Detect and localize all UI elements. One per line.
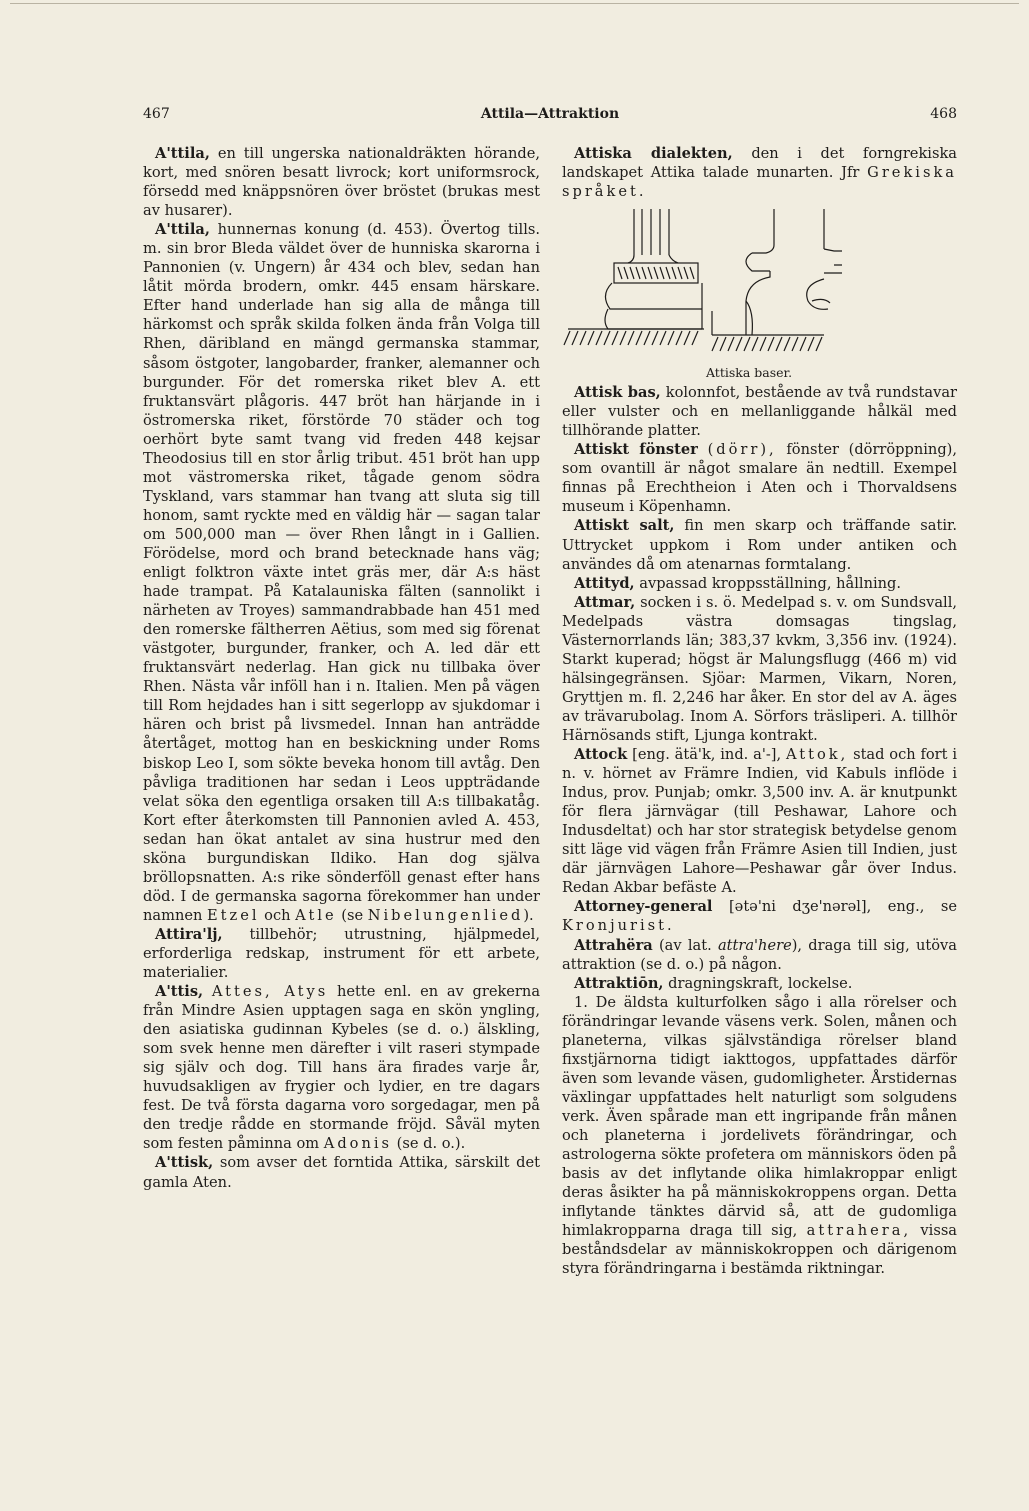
entry-text: ), draga till sig, utöva attraktion (se d. o.) på någon. <box>562 936 958 973</box>
entry-text: (se d. o.). <box>396 1135 466 1153</box>
pronunciation: [eng. ätä'k, ind. a'-], <box>632 746 782 764</box>
entry-text: (se <box>341 906 364 924</box>
entry-attila-king <box>143 220 540 925</box>
entry-text: fönster (dörröppning), som ovantill är något smalare än nedtill. Exempel finnas på Erechtheion i Aten och i Thorvaldsens museum i Köpenhamn. <box>562 441 958 516</box>
cross-reference: Adonis <box>323 1135 393 1153</box>
cross-reference: Nibelungenlied <box>367 906 524 924</box>
entry-attrahera <box>562 936 957 974</box>
entry-text: som avser det forntida Attika, särskilt det gamla Aten. <box>143 1154 540 1191</box>
entry-term: Attira'lj, <box>155 925 223 943</box>
entry-text: socken i s. ö. Medelpad s. v. om Sundsvall, Medelpads västra domsagas tingslag, Västernorrlands län; 383,37 kvkm, 3,356 inv. (1924). Starkt kuperad; högst är Malungsflugg (466 m) vid hälsingegränsen. Sjöar: Marmen, Vikarn, Noren, Gryttjen m. fl. 2,246 har åker. En stor del av A. äges av trävarubolag. Inom A. Sörfors träsliperi. A. tillhör Härnösands stift, Ljunga kontrakt. <box>562 593 958 744</box>
entry-term: Attityd, <box>574 574 635 592</box>
entry-term: Attisk bas, <box>574 384 661 402</box>
entry-term: Attiskt fönster <box>574 441 698 459</box>
entry-attisk-bas <box>562 383 957 440</box>
entry-text: stad och fort i n. v. hörnet av Främre Indien, vid Kabuls inflöde i Indus, prov. Punjab; omkr. 3,500 inv. A. är knutpunkt för flera järnvägar (till Peshawar, Lahore och Indusdeltat) och har stor strategisk betydelse genom sitt läge vid vägen från Främre Asien till Indien, just där järnvägen Lahore—Peshawar går över Indus. Redan Akbar befäste A. <box>562 746 958 897</box>
entry-text: hunnernas konung (d. 453). Övertog tills. m. sin bror Bleda väldet över de hunniska skarorna i Pannonien (v. Ungern) år 434 och blev, sedan han låtit mörda brodern, omkr. 445 ensam härskare. Efter hand underlade han sig alla de många till härkomst och språk skilda folken ända från Volga till Rhen, däribland en mängd germanska stammar, såsom östgoter, langobarder, franker, alemanner och burgunder. För det romerska riket blev A. ett fruktansvärt plågoris. 447 bröt han härjande in i östromerska riket, förstörde 70 städer och tog oerhört byte samt tvang vid freden 448 kejsar Theodosius till en stor årlig tribut. 451 bröt han upp mot västromerska riket, tågade genom södra Tyskland, vars stammar han tvang att sluta sig till honom, samt ryckte med en väldig här — sagan talar om 500,000 man — över Rhen långt in i Gallien. Förödelse, mord och brand betecknade hans väg; enligt folktron växte intet gräs mer, där A:s häst hade trampat. På Katalauniska fälten (sannolikt i närheten av Troyes) sammandrabbade han 451 med den romerske fältherren Aëtius, som med sig förenat västgoter, burgunder, franker, och A. led där ett fruktansvärt nederlag. Han gick nu tillbaka över Rhen. Nästa vår inföll han i n. Italien. Men på vägen till Rom hejdades han i sitt segerlopp av sjukdomar i hären och brist på livsmedel. Innan han anträdde återtåget, mottog han en beskickning under Roms biskop Leo I, som sökte beveka honom till avtåg. Den påvliga traditionen har sedan i Leos uppträdande velat söka den egentliga orsaken till A:s tillbakatåg. Kort efter återkomsten till Pannonien avled A. 453, sedan han ökat antalet av sina hustrur med den sköna burgundiskan Ildiko. Han dog själva bröllopsnatten. A:s rike sönderföll genast efter hans död. I de germanska sagorna förekommer han under namnen <box>143 221 540 924</box>
entry-text: och <box>264 906 291 924</box>
entry-attiskt-salt <box>562 516 957 573</box>
page-number-left: 467 <box>143 106 170 122</box>
entry-term: Attock <box>574 746 628 764</box>
entry-attiskt-fonster <box>562 440 957 516</box>
entry-attraktion <box>562 974 957 993</box>
page-header <box>143 106 957 128</box>
cross-reference: Atle <box>295 906 337 924</box>
page-number-right: 468 <box>930 106 957 122</box>
entry-attityd <box>562 574 957 593</box>
entry-attila-garment <box>143 144 540 220</box>
entry-attock <box>562 745 957 897</box>
entry-term: Attrahëra <box>574 936 653 954</box>
entry-text: (av lat. <box>658 936 712 954</box>
figure-attic-bases <box>562 205 842 383</box>
entry-text: kolonnfot, bestående av två rundstavar eller vulster och en mellanliggande hålkäl med tillhörande platter. <box>562 384 957 440</box>
entry-attraktion-section-1 <box>562 993 957 1279</box>
scan-edge-line <box>10 3 1019 4</box>
entry-gloss: (dörr), <box>707 441 777 459</box>
cross-reference: Kronjurist. <box>562 917 675 935</box>
entry-term: A'ttis, <box>155 983 204 1001</box>
entry-term: A'ttisk, <box>155 1154 214 1172</box>
cross-reference: Grekiska språket. <box>562 164 957 201</box>
right-column <box>562 144 957 1278</box>
entry-term: Attraktiōn, <box>574 974 664 992</box>
entry-attiralj <box>143 925 540 982</box>
cross-reference: Etzel <box>207 906 260 924</box>
entry-text: tillbehör; utrustning, hjälpmedel, erforderliga redskap, instrument för ett arbete, materialier. <box>143 925 540 982</box>
left-column <box>143 144 540 1192</box>
pronunciation: [ətə'ni dʒe'nərəl], eng., se <box>728 898 958 916</box>
entry-attorney-general <box>562 897 957 935</box>
entry-attiska-dialekten <box>562 144 957 201</box>
variant-names: Attes, Atys <box>211 983 329 1001</box>
entry-term: Attmar, <box>574 593 636 611</box>
entry-text: dragningskraft, lockelse. <box>668 974 853 992</box>
attic-bases-illustration <box>562 205 842 363</box>
figure-caption: Attiska baser. <box>706 365 793 381</box>
entry-term: A'ttila, <box>155 145 210 162</box>
entry-text: fin men skarp och träffande satir. Uttrycket uppkom i Rom under antiken och användes då om atenarnas formtalang. <box>562 517 958 573</box>
entry-attis <box>143 982 540 1153</box>
entry-text: vissa beståndsdelar av människokroppen och därigenom styra förändringarna i bestämda riktningar. <box>562 1222 958 1278</box>
entry-text: 1. De äldsta kulturfolken sågo i alla rörelser och förändringar levande väsens verk. Solen, månen och planeterna, vilkas självständiga rörelser bland fixstjärnorna tidigt iakttogos, uppfattades därför även som levande väsen, gudomligheter. Årstidernas växlingar uppfattades helt naturligt som solgudens verk. Även spårade man ett ingripande från månen och planeterna i jordelivets förändringar, och astrologerna sökte profetera om människors öden på basis av det inflytande olika himlakroppar enligt deras åsikter ha på människokroppens organ. Detta inflytande tänktes därvid så, att de gudomliga himlakropparna draga till sig, <box>562 993 957 1240</box>
running-title: Attila—Attraktion <box>480 106 620 122</box>
entry-text: en till ungerska nationaldräkten hörande, kort, med snören besatt livrock; kort uniformsrock, försedd med knäppsnören över bröstet (brukas mest av husarer). <box>143 145 540 220</box>
entry-attisk <box>143 1153 540 1191</box>
entry-text: avpassad kroppsställning, hållning. <box>639 574 902 592</box>
entry-term: Attiska dialekten, <box>574 145 733 162</box>
entry-term: Attiskt salt, <box>574 517 675 535</box>
entry-text: hette enl. en av grekerna från Mindre Asien upptagen saga en skön yngling, den asiatiska gudinnan Kybeles (se d. o.) älskling, som svek henne men därefter i vilt raseri stympade sig själv och dog. Till hans ära firades varje år, huvudsakligen av frygier och lydier, en tre dagars fest. De två första dagarna voro sorgedagar, men på den tredje rådde en stormande fröjd. Såväl myten som festen påminna om <box>143 983 541 1153</box>
variant-names: Attok, <box>785 746 849 764</box>
entry-term: A'ttila, <box>155 221 210 239</box>
latin-word: attra'here <box>717 936 792 954</box>
entry-text: den i det forngrekiska landskapet Attika talade munarten. Jfr <box>562 145 957 182</box>
entry-attmar <box>562 593 957 745</box>
cross-reference: attrahera, <box>806 1222 912 1240</box>
entry-term: Attorney-general <box>574 898 713 916</box>
entry-text: ). <box>523 906 534 924</box>
